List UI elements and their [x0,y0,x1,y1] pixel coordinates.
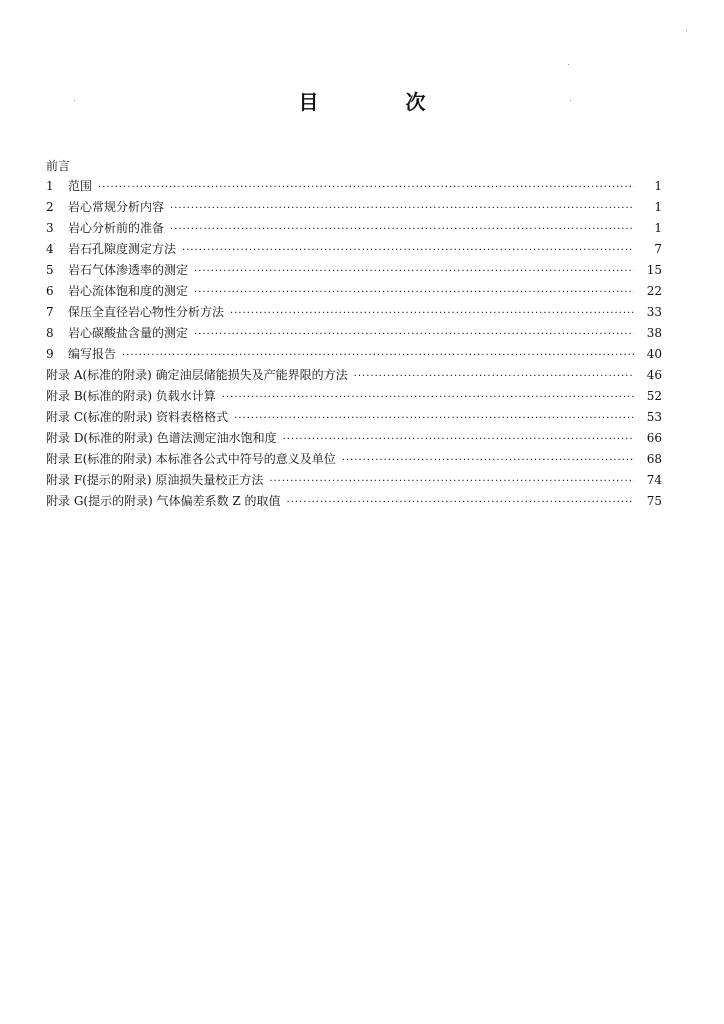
toc-entry-title: 附录 E(标准的附录) 本标准各公式中符号的意义及单位 [46,452,336,466]
dot-leader [194,327,634,343]
toc-entry-appendix [46,451,662,472]
dot-leader [182,243,634,259]
dot-leader [170,222,634,238]
toc-entry [46,241,662,262]
dot-leader [342,453,634,469]
dot-leader [170,201,634,217]
scan-speck [686,30,687,31]
toc-entry-number: 9 [46,347,54,361]
toc-entry-number: 8 [46,326,54,340]
toc-entry-title: 范围 [68,179,93,193]
toc-entry-title: 岩心流体饱和度的测定 [68,284,189,298]
dot-leader [194,264,634,280]
toc-entry-page: 1 [654,179,662,193]
toc-entry-appendix [46,409,662,430]
dot-leader [122,348,634,364]
toc-entry-title: 岩石孔隙度测定方法 [68,242,177,256]
toc-entry-page: 74 [646,473,662,487]
toc-entry-title: 岩心分析前的准备 [68,221,165,235]
toc-entry [46,346,662,367]
toc-entry-page: 1 [654,200,662,214]
toc-entry-page: 46 [646,368,662,382]
scan-speck [570,100,571,101]
toc-entry-number: 2 [46,200,54,214]
toc-entry-number: 5 [46,263,54,277]
toc-entry-page: 33 [646,305,662,319]
toc-entry-appendix [46,367,662,388]
toc-entry [46,304,662,325]
toc-entry-title: 岩心碳酸盐含量的测定 [68,326,189,340]
dot-leader [230,306,634,322]
toc-entry-title: 附录 B(标准的附录) 负载水计算 [46,389,216,403]
toc-entry-appendix [46,388,662,409]
toc-entry [46,178,662,199]
dot-leader [98,180,634,196]
toc-entry-title: 附录 C(标准的附录) 资料表格格式 [46,410,229,424]
dot-leader [354,369,634,385]
toc-entry-page: 1 [654,221,662,235]
toc-entry-title: 附录 A(标准的附录) 确定油层储能损失及产能界限的方法 [46,368,348,382]
toc-entry [46,325,662,346]
toc-entry-title: 保压全直径岩心物性分析方法 [68,305,225,319]
toc-entry [46,220,662,241]
toc-entry-page: 52 [646,389,662,403]
toc-entry-number: 7 [46,305,54,319]
scan-speck [74,100,75,101]
toc-entry-page: 53 [646,410,662,424]
toc-heading-foreword: 前言 [46,159,71,173]
scan-speck [568,64,569,65]
toc-entry-appendix [46,472,662,493]
toc-entry-page: 75 [646,494,662,508]
toc-entry-number: 6 [46,284,54,298]
toc-entry-title: 附录 D(标准的附录) 色谱法测定油水饱和度 [46,431,277,445]
toc-entry-page: 66 [646,431,662,445]
toc-entry-appendix [46,430,662,451]
dot-leader [283,432,634,448]
toc-entry-title: 附录 F(提示的附录) 原油损失量校正方法 [46,473,264,487]
toc-entry [46,283,662,304]
table-of-contents [46,178,662,514]
toc-entry-page: 38 [646,326,662,340]
toc-entry-title: 岩心常规分析内容 [68,200,165,214]
toc-entry-title: 岩石气体渗透率的测定 [68,263,189,277]
toc-entry-page: 7 [654,242,662,256]
toc-entry-title: 附录 G(提示的附录) 气体偏差系数 Z 的取值 [46,494,281,508]
dot-leader [287,495,634,511]
toc-entry-page: 22 [646,284,662,298]
toc-entry-page: 15 [646,263,662,277]
toc-entry-title: 编写报告 [68,347,117,361]
toc-entry-page: 40 [646,347,662,361]
toc-entry [46,262,662,283]
page-title: 目 次 [298,90,466,114]
dot-leader [234,411,634,427]
dot-leader [194,285,634,301]
toc-entry-page: 68 [646,452,662,466]
dot-leader [222,390,634,406]
toc-entry-appendix [46,493,662,514]
toc-entry-number: 3 [46,221,54,235]
toc-entry [46,199,662,220]
toc-entry-number: 4 [46,242,54,256]
toc-entry-number: 1 [46,179,54,193]
dot-leader [269,474,634,490]
